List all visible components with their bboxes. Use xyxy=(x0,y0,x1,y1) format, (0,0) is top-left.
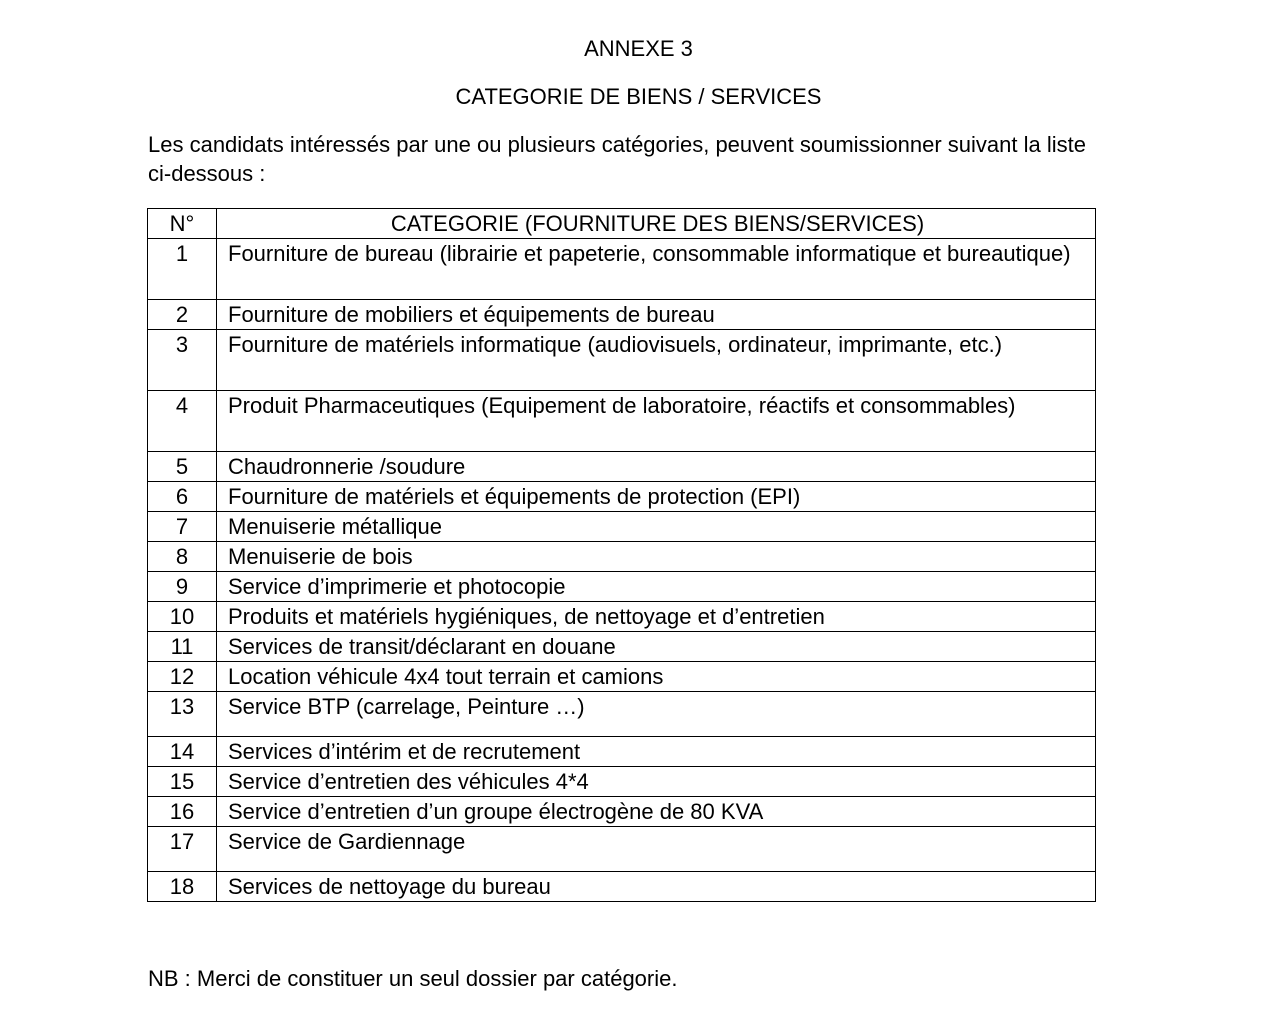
table-row xyxy=(148,602,1096,632)
table-row xyxy=(148,542,1096,572)
row-number: 5 xyxy=(148,452,217,482)
row-number: 12 xyxy=(148,662,217,692)
category-table xyxy=(147,208,1096,902)
annex-title: ANNEXE 3 xyxy=(584,36,693,61)
row-category: Services de nettoyage du bureau xyxy=(217,872,1096,902)
row-number: 1 xyxy=(148,239,217,300)
row-number: 6 xyxy=(148,482,217,512)
row-category: Services de transit/déclarant en douane xyxy=(217,632,1096,662)
table-row xyxy=(148,872,1096,902)
table-row xyxy=(148,330,1096,391)
row-category: Fourniture de mobiliers et équipements de bureau xyxy=(217,300,1096,330)
row-number: 2 xyxy=(148,300,217,330)
row-category: Fourniture de matériels informatique (audiovisuels, ordinateur, imprimante, etc.) xyxy=(217,330,1096,391)
table-row xyxy=(148,391,1096,452)
row-category: Fourniture de bureau (librairie et papeterie, consommable informatique et bureautique) xyxy=(217,239,1096,300)
table-row xyxy=(148,300,1096,330)
row-category: Menuiserie métallique xyxy=(217,512,1096,542)
row-category: Menuiserie de bois xyxy=(217,542,1096,572)
row-number: 17 xyxy=(148,827,217,872)
row-number: 9 xyxy=(148,572,217,602)
table-row xyxy=(148,662,1096,692)
table-header-row xyxy=(148,209,1096,239)
row-category: Service BTP (carrelage, Peinture …) xyxy=(217,692,1096,737)
row-category: Service de Gardiennage xyxy=(217,827,1096,872)
table-row xyxy=(148,572,1096,602)
header-category: CATEGORIE (FOURNITURE DES BIENS/SERVICES) xyxy=(217,209,1096,239)
row-category: Fourniture de matériels et équipements de protection (EPI) xyxy=(217,482,1096,512)
table-row xyxy=(148,737,1096,767)
table-row xyxy=(148,692,1096,737)
table-row xyxy=(148,827,1096,872)
row-category: Location véhicule 4x4 tout terrain et camions xyxy=(217,662,1096,692)
table-row xyxy=(148,482,1096,512)
table-row xyxy=(148,239,1096,300)
row-category: Service d’entretien des véhicules 4*4 xyxy=(217,767,1096,797)
row-number: 7 xyxy=(148,512,217,542)
row-number: 13 xyxy=(148,692,217,737)
row-category: Service d’imprimerie et photocopie xyxy=(217,572,1096,602)
row-category: Produits et matériels hygiéniques, de nettoyage et d’entretien xyxy=(217,602,1096,632)
row-category: Chaudronnerie /soudure xyxy=(217,452,1096,482)
table-row xyxy=(148,632,1096,662)
row-number: 11 xyxy=(148,632,217,662)
row-number: 18 xyxy=(148,872,217,902)
table-row xyxy=(148,767,1096,797)
row-number: 16 xyxy=(148,797,217,827)
header-number: N° xyxy=(148,209,217,239)
row-number: 4 xyxy=(148,391,217,452)
footer-note: NB : Merci de constituer un seul dossier par catégorie. xyxy=(148,966,678,991)
row-number: 8 xyxy=(148,542,217,572)
annex-subtitle: CATEGORIE DE BIENS / SERVICES xyxy=(455,84,822,109)
intro-paragraph: Les candidats intéressés par une ou plusieurs catégories, peuvent soumissionner suivant la liste ci-dessous : xyxy=(148,132,1086,186)
row-category: Produit Pharmaceutiques (Equipement de laboratoire, réactifs et consommables) xyxy=(217,391,1096,452)
table-row xyxy=(148,452,1096,482)
row-number: 14 xyxy=(148,737,217,767)
row-category: Service d’entretien d’un groupe électrogène de 80 KVA xyxy=(217,797,1096,827)
row-number: 3 xyxy=(148,330,217,391)
table-row xyxy=(148,797,1096,827)
row-number: 15 xyxy=(148,767,217,797)
row-category: Services d’intérim et de recrutement xyxy=(217,737,1096,767)
row-number: 10 xyxy=(148,602,217,632)
table-row xyxy=(148,512,1096,542)
